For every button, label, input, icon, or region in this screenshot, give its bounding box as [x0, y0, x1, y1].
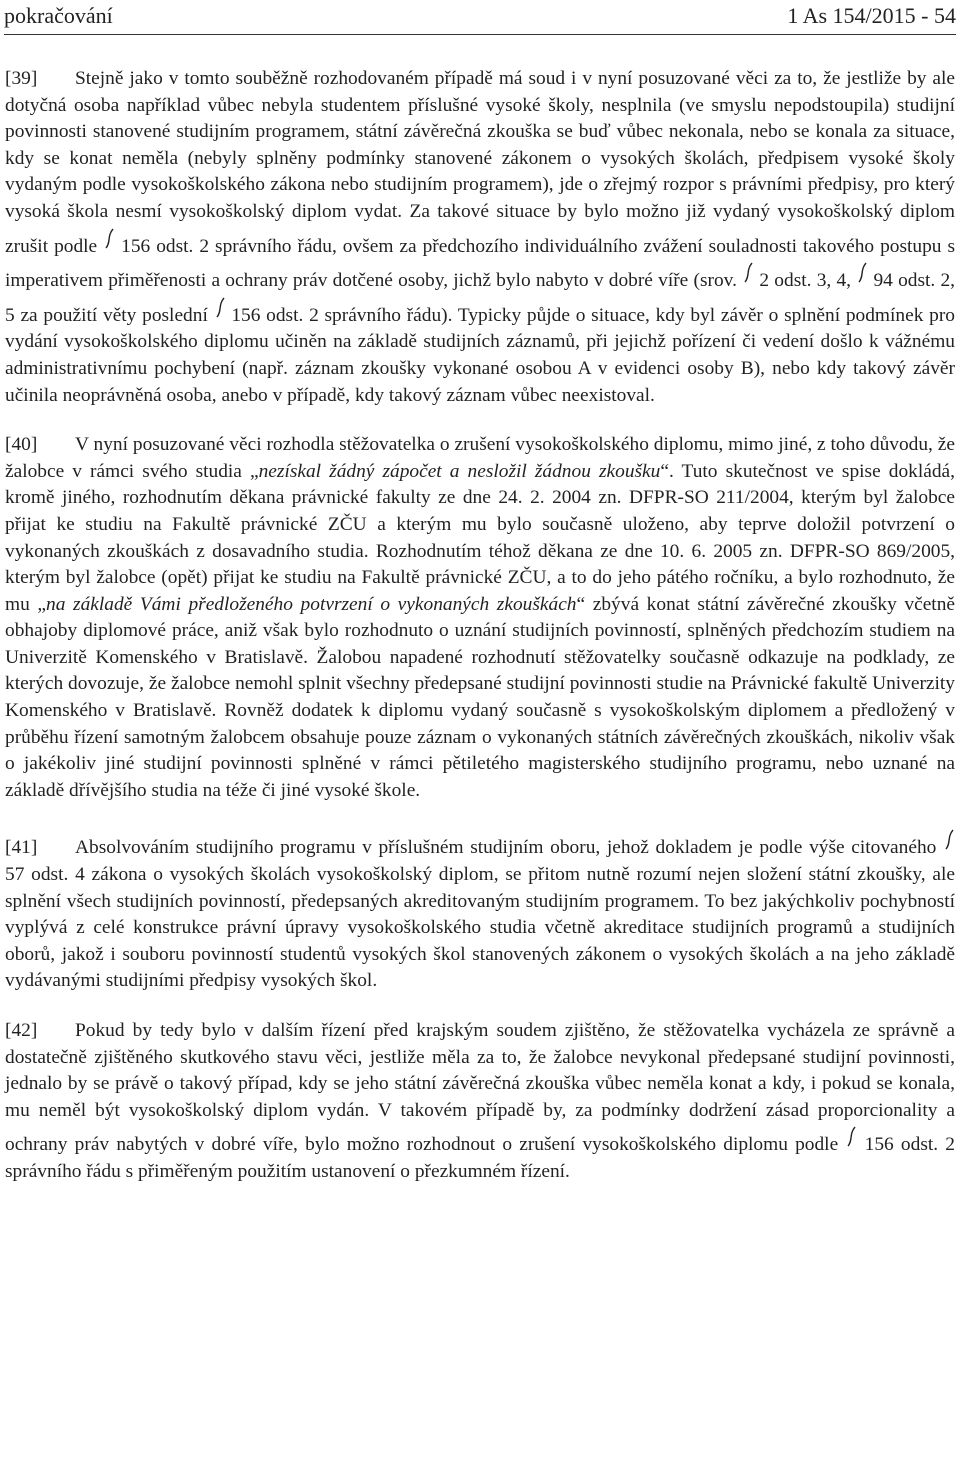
paragraph-text: “ zbývá konat státní závěrečné zkoušky včetně obhajoby diplomové práce, aniž však bylo rozhodnuto o uznání studijních povinností, splněných předchozím studiem na Univerzitě Komenského v Bratislavě. Žalobou napadené rozhodnutí stěžovatelky současně odkazuje na podklady, ze kterých dovozuje, že žalobce nemohl splnit všechny předepsané studijní povinnosti studie na Právnické fakultě Univerzity Komenského v Bratislavě. Rovněž dodatek k diplomu vydaný současně s vysokoškolským diplomem a předložený v průběhu řízení samotným žalobcem obsahuje pouze záznam o vykonaných státních závěrečných zkouškách, nikoliv však o jakékoliv jiné studijní povinnosti splněné v rámci pětiletého magisterského studijního programu, nebo uznané na základě dřívějšího studia na téže či jiné vysoké škole.: [5, 593, 955, 801]
section-sign-icon: [943, 827, 955, 862]
paragraph-text: 156 odst. 2 správního řádu). Typicky půjde o situace, kdy byl závěr o splnění podmínek pro vydání vysokoškolského diplomu učiněn na základě studijních záznamů, při jejichž pořízení či vedení došlo k vážnému administrativnímu pochybení (např. záznam zkoušky vykonané osobou A v evidenci osoby B), nebo kdy takový závěr učinila neoprávněná osoba, anebo v případě, kdy takový záznam vůbec neexistoval.: [5, 304, 955, 406]
paragraph-text: 94 odst. 2, 5 za použití věty poslední: [5, 270, 955, 326]
quoted-text: na základě Vámi předloženého potvrzení o vykonaných zkouškách: [46, 593, 577, 615]
section-sign-icon: [103, 226, 115, 261]
section-sign-icon: [742, 260, 754, 295]
paragraph-number: [41]: [5, 837, 38, 859]
paragraph-number: [42]: [5, 1020, 38, 1041]
section-sign-icon: [845, 1124, 857, 1159]
paragraph-text: Absolvováním studijního programu v příslušném studijním oboru, jehož dokladem je podle výše citovaného: [75, 837, 943, 859]
paragraph-text: V nyní posuzované věci rozhodla stěžovatelka o zrušení vysokoškolského diplomu, mimo jiné, z toho důvodu, že žalobce v rámci svého studia „: [5, 434, 955, 482]
paragraph-40: [5, 432, 955, 804]
paragraph-number: [39]: [5, 68, 38, 89]
header-continuation-label: pokračování: [4, 3, 113, 28]
section-sign-icon: [856, 260, 868, 295]
paragraph-text: 2 odst. 3, 4,: [754, 270, 857, 292]
section-sign-icon: [214, 295, 226, 330]
paragraph-text: Stejně jako v tomto souběžně rozhodovaném případě má soud i v nyní posuzované věci za to, že jestliže by ale dotyčná osoba například vůbec nebyla studentem příslušné vysoké školy, nesplnila (ve smyslu nepodstoupila) studijní povinnosti stanovené studijním programem, státní závěrečná zkouška se buď vůbec nekonala, nebo se konala za situace, kdy se konat neměla (nebyly splněny podmínky stanovené zákonem o vysokých školách, předpisem vysoké školy vydaným podle vysokoškolského zákona nebo studijním programem), jde o zřejmý rozpor s právními předpisy, pro který vysoká škola nesmí vysokoškolský diplom vydat. Za takové situace by bylo možno již vydaný vysokoškolský diplom zrušit podle: [5, 68, 955, 257]
document-body: [5, 66, 955, 1209]
paragraph-text: 156 odst. 2 správního řádu s přiměřeným použitím ustanovení o přezkumném řízení.: [5, 1134, 956, 1182]
paragraph-number: [40]: [5, 434, 38, 456]
header-case-number: 1 As 154/2015 - 54: [787, 3, 956, 28]
paragraph-text: Pokud by tedy bylo v dalším řízení před krajským soudem zjištěno, že stěžovatelka vycházela ze správně a dostatečně zjištěného skutkového stavu věci, jestliže měla za to, že žalobce nevykonal předepsané studijní povinnosti, jednalo by se právě o takový případ, kdy se jeho státní závěrečná zkouška vůbec neměla konat a kdy, i pokud se konala, mu neměl být vysokoškolský diplom vydán. V takovém případě by, za podmínky dodržení zásad proporcionality a ochrany práv nabytých v dobré víře, bylo možno rozhodnout o zrušení vysokoškolského diplomu podle: [5, 1020, 955, 1156]
paragraph-42: [5, 1018, 955, 1186]
paragraph-text: 156 odst. 2 správního řádu, ovšem za předchozího individuálního zvážení souladnosti takového postupu s imperativem přiměřenosti a ochrany práv dotčené osoby, jichž bylo nabyto v dobré víře (srov.: [5, 235, 956, 292]
page-header: [4, 2, 956, 35]
paragraph-39: [5, 66, 955, 409]
paragraph-41: [5, 827, 955, 995]
quoted-text: nezískal žádný zápočet a nesložil žádnou zkoušku: [258, 460, 661, 482]
paragraph-text: 57 odst. 4 zákona o vysokých školách vysokoškolský diplom, se přitom nutně rozumí nejen složení státní zkoušky, ale splnění všech studijních povinností, předepsaných akreditovaným studijním programem. To bez jakýchkoliv pochybností vyplývá z celé konstrukce právní úpravy vysokoškolského studia včetně akreditace studijních programů a studijních oborů, jakož i souboru povinností studentů vysokých škol stanovených zákonem o vysokých školách a na jeho základě vydávanými studijními předpisy vysokých škol.: [5, 864, 955, 992]
paragraph-text: “. Tuto skutečnost ve spise dokládá, kromě jiného, rozhodnutím děkana právnické fakulty ze dne 24. 2. 2004 zn. DFPR-SO 211/2004, kterým byl žalobce přijat ke studiu na Fakultě právnické ZČU a kterým mu bylo současně uloženo, aby teprve doložil potvrzení o vykonaných zkouškách z dosavadního studia. Rozhodnutím téhož děkana ze dne 10. 6. 2005 zn. DFPR-SO 869/2005, kterým byl žalobce (opět) přijat ke studiu na Fakultě právnické ZČU, a to do jeho pátého ročníku, a bylo rozhodnuto, že mu „: [5, 460, 955, 615]
